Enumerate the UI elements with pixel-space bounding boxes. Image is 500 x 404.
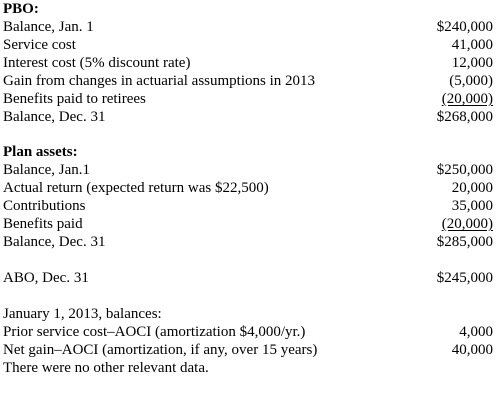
row-label: Balance, Jan. 1 [3, 19, 94, 35]
row-label: Interest cost (5% discount rate) [3, 55, 191, 71]
assets-row-benefits-paid [3, 215, 497, 233]
row-amount: (20,000) [441, 216, 493, 232]
pbo-row-actuarial-gain [3, 72, 497, 90]
row-amount: $250,000 [436, 162, 493, 178]
row-amount: (5,000) [449, 73, 493, 89]
jan-balances-heading [3, 305, 497, 323]
row-amount: 12,000 [451, 55, 493, 71]
row-label: Actual return (expected return was $22,500) [3, 180, 269, 196]
section-spacer [3, 287, 497, 305]
jan-balances-heading-text: January 1, 2013, balances: [3, 306, 162, 322]
row-amount: 20,000 [451, 180, 493, 196]
pbo-row-benefits-paid [3, 90, 497, 108]
plan-assets-heading-text: Plan assets: [3, 144, 78, 160]
row-label: Net gain–AOCI (amortization, if any, over 15 years) [3, 342, 318, 358]
row-amount: 4,000 [459, 324, 493, 340]
note-text: There were no other relevant data. [3, 360, 209, 376]
row-label: ABO, Dec. 31 [3, 270, 89, 286]
jan-row-prior-service-cost [3, 323, 497, 341]
row-amount: $245,000 [436, 270, 493, 286]
pbo-row-service-cost [3, 36, 497, 54]
row-amount: (20,000) [441, 91, 493, 107]
pbo-heading-text: PBO: [3, 1, 39, 17]
section-spacer [3, 126, 497, 143]
row-amount: $285,000 [436, 234, 493, 250]
assets-row-balance-jan [3, 161, 497, 179]
pension-data-document [3, 0, 497, 377]
pbo-row-balance-jan [3, 18, 497, 36]
assets-row-contributions [3, 197, 497, 215]
assets-row-actual-return [3, 179, 497, 197]
row-label: Gain from changes in actuarial assumptions in 2013 [3, 73, 316, 89]
row-amount: $268,000 [436, 109, 493, 125]
note-row [3, 359, 497, 377]
pbo-heading [3, 0, 497, 18]
row-label: Benefits paid to retirees [3, 91, 146, 107]
row-amount: 41,000 [451, 37, 493, 53]
section-spacer [3, 251, 497, 269]
row-label: Service cost [3, 37, 76, 53]
row-label: Balance, Dec. 31 [3, 234, 106, 250]
row-label: Balance, Dec. 31 [3, 109, 106, 125]
row-label: Contributions [3, 198, 86, 214]
row-amount: 40,000 [451, 342, 493, 358]
row-label: Balance, Jan.1 [3, 162, 91, 178]
row-amount: 35,000 [451, 198, 493, 214]
row-amount: $240,000 [436, 19, 493, 35]
row-label: Prior service cost–AOCI (amortization $4,000/yr.) [3, 324, 306, 340]
row-label: Benefits paid [3, 216, 83, 232]
pbo-row-balance-dec [3, 108, 497, 126]
jan-row-net-gain [3, 341, 497, 359]
assets-row-balance-dec [3, 233, 497, 251]
pbo-row-interest-cost [3, 54, 497, 72]
plan-assets-heading [3, 143, 497, 161]
abo-row [3, 269, 497, 287]
